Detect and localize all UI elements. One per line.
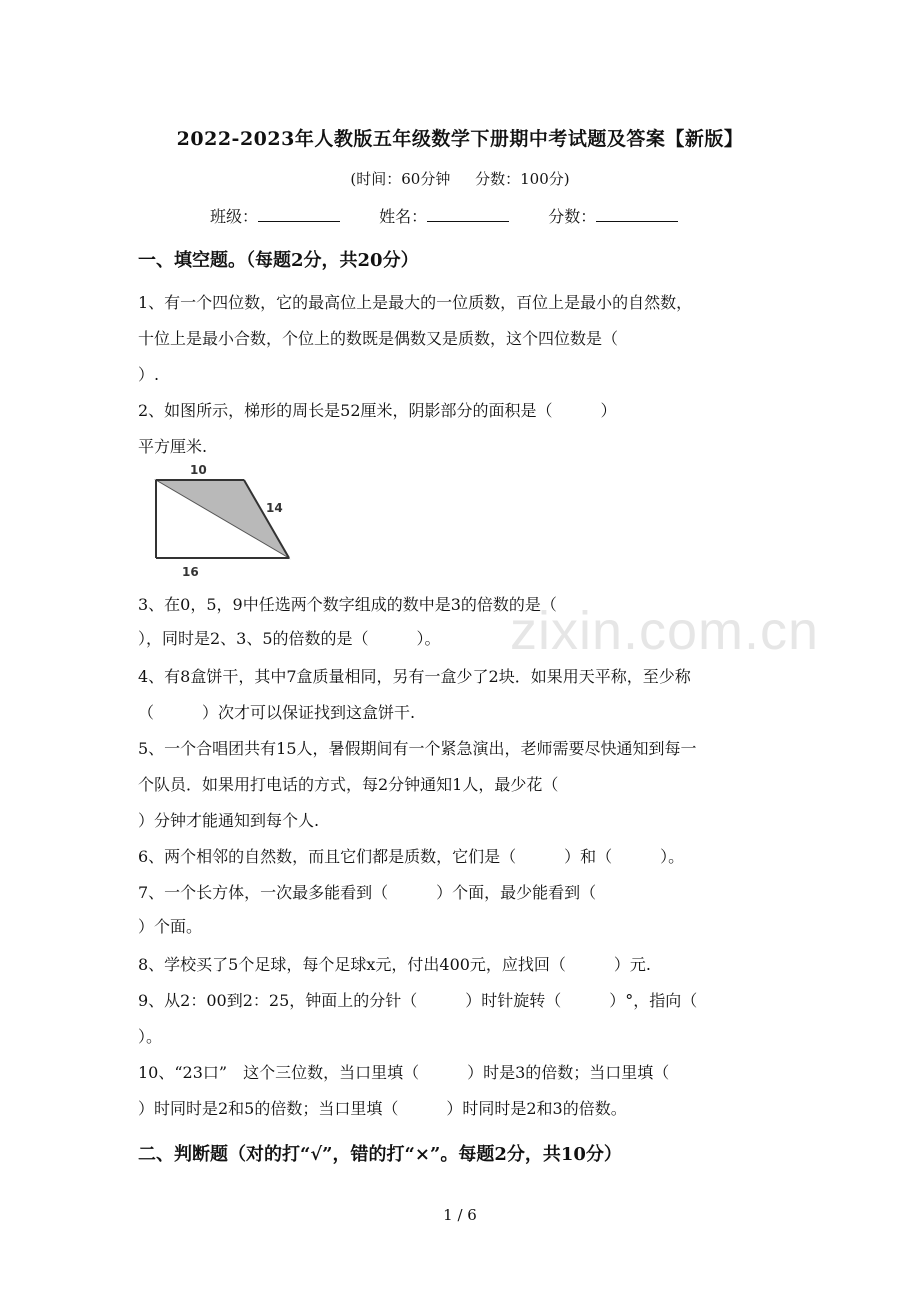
class-field	[210, 204, 340, 227]
student-info-row	[210, 204, 712, 227]
top-length-label: 10	[190, 463, 207, 477]
question-line: 9、从2：00到2：25，钟面上的分针（ ）时针旋转（ ）°，指向（	[138, 991, 698, 1010]
score-field	[548, 204, 678, 227]
question-line: 7、一个长方体，一次最多能看到（ ）个面，最少能看到（	[138, 883, 597, 902]
exam-total-score: 分数：100分)	[475, 170, 570, 188]
question-line: 4、有8盒饼干，其中7盒质量相同，另有一盒少了2块．如果用天平称，至少称	[138, 667, 691, 686]
trapezoid-figure	[146, 462, 296, 582]
question-line: 3、在0，5，9中任选两个数字组成的数中是3的倍数的是（	[138, 595, 557, 614]
class-label: 班级：	[210, 207, 259, 226]
question-line: 6、两个相邻的自然数，而且它们都是质数，它们是（ ）和（ ）。	[138, 847, 685, 866]
name-field	[379, 204, 509, 227]
question-line: ）。	[138, 1027, 163, 1046]
question-line: 8、学校买了5个足球，每个足球x元，付出400元，应找回（ ）元.	[138, 955, 652, 974]
question-line: ）.	[138, 365, 160, 384]
class-blank[interactable]	[258, 207, 340, 222]
score-blank[interactable]	[596, 207, 678, 222]
question-line: 5、一个合唱团共有15人，暑假期间有一个紧急演出，老师需要尽快通知到每一	[138, 739, 697, 758]
watermark: zixin.com.cn	[510, 601, 820, 661]
name-label: 姓名：	[379, 207, 428, 226]
question-line: ），同时是2、3、5的倍数的是（ ）。	[138, 629, 441, 648]
question-line: ）分钟才能通知到每个人.	[138, 811, 320, 830]
page-indicator: 1 / 6	[443, 1206, 477, 1224]
section-1-heading: 一、填空题。（每题2分，共20分）	[138, 250, 419, 271]
section-2-heading: 二、判断题（对的打“√”，错的打“×”。每题2分，共10分）	[138, 1144, 622, 1165]
shaded-triangle	[156, 480, 289, 558]
question-line: 十位上是最小合数，个位上的数既是偶数又是质数，这个四位数是（	[138, 329, 619, 348]
question-line: （ ）次才可以保证找到这盒饼干.	[138, 703, 416, 722]
question-line: 10、“23口” 这个三位数，当口里填（ ）时是3的倍数；当口里填（	[138, 1063, 670, 1082]
question-line: ）时同时是2和5的倍数；当口里填（ ）时同时是2和3的倍数。	[138, 1099, 627, 1118]
score-label: 分数：	[548, 207, 597, 226]
bottom-length-label: 16	[182, 565, 199, 579]
question-line: 1、有一个四位数，它的最高位上是最大的一位质数，百位上是最小的自然数，	[138, 293, 693, 312]
side-length-label: 14	[266, 501, 283, 515]
question-line: ）个面。	[138, 917, 203, 936]
question-line: 个队员．如果用打电话的方式，每2分钟通知1人，最少花（	[138, 775, 559, 794]
question-line: 2、如图所示，梯形的周长是52厘米，阴影部分的面积是（ ）	[138, 401, 617, 420]
exam-time: (时间：60分钟	[350, 170, 451, 188]
exam-meta	[0, 168, 920, 189]
question-line: 平方厘米.	[138, 437, 208, 456]
name-blank[interactable]	[427, 207, 509, 222]
trapezoid-diagram	[146, 462, 296, 582]
page-title: 2022-2023年人教版五年级数学下册期中考试题及答案【新版】	[176, 128, 744, 150]
